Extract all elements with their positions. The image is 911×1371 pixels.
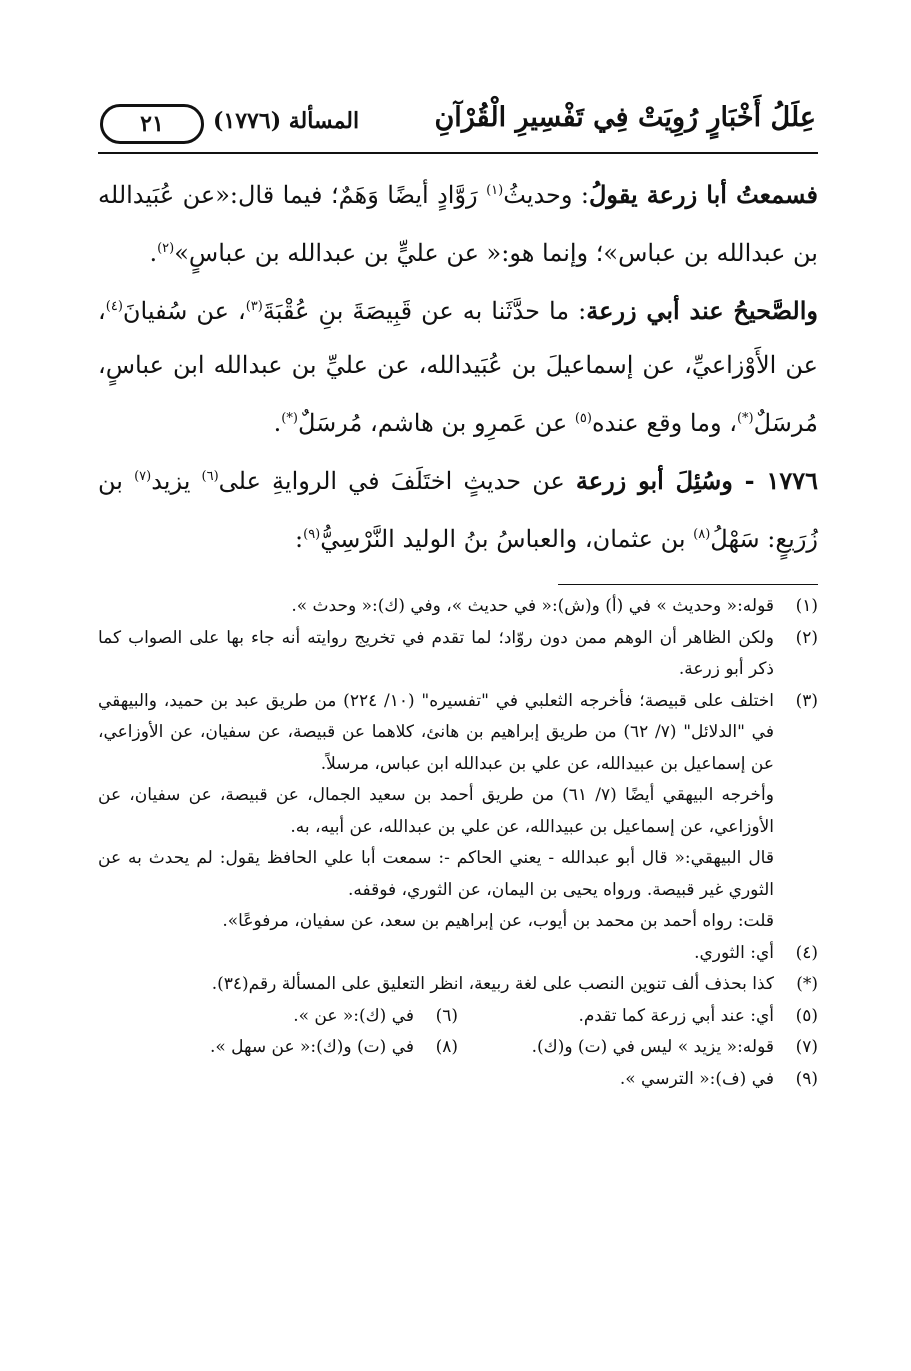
footnote-number: (*) (796, 974, 818, 994)
text-span: بن زُرَيعٍ: سَهْلُ (98, 467, 818, 553)
page-number: ٢١ (100, 104, 204, 144)
footnote-ref[interactable]: (٧) (134, 469, 152, 484)
footnote-text: قوله:« يزيد » ليس في (ت) و(ك). (531, 1037, 774, 1057)
footnote-9 (98, 1064, 818, 1096)
footnote-number: (٩) (795, 1068, 818, 1089)
text-span: يزيد (151, 467, 202, 495)
text-span: : ما حدَّثَنا به عن قَبِيصَةَ بنِ عُقْبَةَ (262, 297, 587, 325)
footnote-ref[interactable]: (٨) (693, 527, 711, 542)
text-span: : وحديثُ (503, 181, 589, 209)
footnote-text: أي: عند أبي زرعة كما تقدم. (578, 1005, 774, 1026)
book-title: عِلَلُ أَخْبَارٍ رُوِيَتْ فِي تَفْسِيرِ الْقُرْآنِ (434, 102, 816, 133)
footnote-text: قلت: رواه أحمد بن محمد بن أيوب، عن إبراهيم بن سعد، عن سفيان، مرفوعًا». (222, 911, 774, 931)
footnote-text: كذا بحذف ألف تنوين النصب على لغة ربيعة، انظر التعليق على المسألة رقم(٣٤). (211, 974, 774, 994)
issue-label: المسألة (١٧٧٦) (213, 108, 360, 134)
text-span: ، عن الأَوْزاعيِّ، عن إسماعيلَ بن عُبَيدالله، عن عليِّ بن عبدالله ابن عباسٍ، مُرسَلٌ (98, 297, 818, 437)
footnote-3 (98, 686, 818, 938)
footnote-ref[interactable]: (٦) (201, 469, 219, 484)
footnote-text: اختلف على قبيصة؛ فأخرجه الثعلبي في "تفسيره" (١٠/ ٢٢٤) من طريق عبد بن حميد، والبيهقي في "الدلائل" (٧/ ٦٢) من طريق إبراهيم بن هانئ، كلاهما عن قبيصة، عن سفيان، عن الأوزاعي، عن إسماعيل بن عبيدالله، عن علي بن عبدالله ابن عباس، مرسلاً. (98, 690, 774, 774)
text-span: رَوَّادٍ أيضًا وَهَمٌ؛ فيما قال:«عن عُبَيدالله بن عبدالله بن عباس»؛ وإنما هو:« عن عليٍّ بن عبدالله بن عباسٍ» (98, 181, 818, 267)
footnote-number: (٧) (795, 1037, 818, 1057)
footnote-text: في (ك):« عن ». (293, 1005, 414, 1026)
footnote-ref[interactable]: (*) (736, 411, 754, 426)
footnote-number: (٢) (795, 627, 818, 648)
main-text (98, 164, 818, 566)
text-span: ، عن سُفيانَ (122, 297, 246, 325)
header-rule (98, 152, 818, 154)
footnote-text: ولكن الظاهر أن الوهم ممن دون روّاد؛ لما تقدم في تخريج روايته أنه جاء بها على الصواب كما ذكر أبو زرعة. (98, 627, 774, 679)
footnote-number: (٨) (435, 1037, 458, 1057)
footnote-row (98, 1032, 818, 1064)
bold-lead: والصَّحيحُ عند أبي زرعة (586, 296, 818, 325)
text-span: بن عثمان، والعباسُ بنُ الوليد النَّرْسِيُّ (320, 525, 694, 553)
footnote-ref[interactable]: (٩) (303, 527, 321, 542)
footnote-number: (٤) (795, 942, 818, 963)
page (98, 100, 818, 1095)
footnotes (98, 591, 818, 1095)
page-header (98, 100, 818, 148)
footnote-number: (٦) (435, 1005, 458, 1026)
text-span: . (149, 239, 158, 267)
footnote-ref[interactable]: (٥) (574, 411, 592, 426)
issue-heading: ١٧٧٦ - وسُئِلَ أبو زرعة (575, 466, 818, 495)
footnote-number: (١) (795, 596, 818, 616)
footnote-number: (٣) (795, 690, 818, 711)
footnote-6 (98, 1001, 458, 1033)
text-span: عن حديثٍ اختَلَفَ في الروايةِ على (218, 467, 576, 495)
footnote-star (98, 969, 818, 1001)
paragraph-2 (98, 280, 818, 450)
footnote-row (98, 1001, 818, 1033)
footnote-4 (98, 938, 818, 970)
footnote-ref[interactable]: (*) (281, 411, 298, 426)
footnote-ref[interactable]: (١) (486, 183, 504, 198)
footnote-ref[interactable]: (٤) (105, 299, 123, 314)
footnote-5 (458, 1001, 818, 1033)
footnote-text: قوله:« وحديث » في (أ) و(ش):« في حديث »، وفي (ك):« وحدث ». (291, 596, 774, 616)
footnote-separator (558, 584, 818, 585)
footnote-ref[interactable]: (٣) (245, 299, 263, 314)
text-span: . (273, 409, 282, 437)
text-span: ، وما وقع عنده (591, 409, 737, 437)
footnote-text: في (ف):« الترسي ». (619, 1068, 774, 1089)
footnote-7 (458, 1032, 818, 1064)
footnote-2 (98, 623, 818, 686)
footnote-number: (٥) (795, 1005, 818, 1026)
footnote-text: في (ت) و(ك):« عن سهل ». (209, 1037, 414, 1057)
footnote-1 (98, 591, 818, 623)
bold-lead: فسمعتُ أبا زرعة يقولُ (588, 180, 819, 209)
paragraph-1 (98, 164, 818, 280)
text-span: عن عَمرِو بن هاشم، مُرسَلٌ (297, 409, 575, 437)
footnote-8 (98, 1032, 458, 1064)
text-span: : (295, 525, 304, 553)
footnote-text: وأخرجه البيهقي أيضًا (٧/ ٦١) من طريق أحمد بن سعيد الجمال، عن قبيصة، عن سفيان، عن الأوزاعي، عن إسماعيل بن عبيدالله، عن علي بن عبدالله، عن أبيه، به. (98, 785, 774, 837)
paragraph-3 (98, 450, 818, 566)
footnote-text: أي: الثوري. (694, 942, 774, 963)
footnote-text: قال البيهقي:« قال أبو عبدالله - يعني الحاكم -: سمعت أبا علي الحافظ يقول: لم يحدث به عن الثوري غير قبيصة. ورواه يحيى بن اليمان، عن الثوري، فوقفه. (98, 848, 774, 900)
footnote-ref[interactable]: (٢) (157, 241, 175, 256)
